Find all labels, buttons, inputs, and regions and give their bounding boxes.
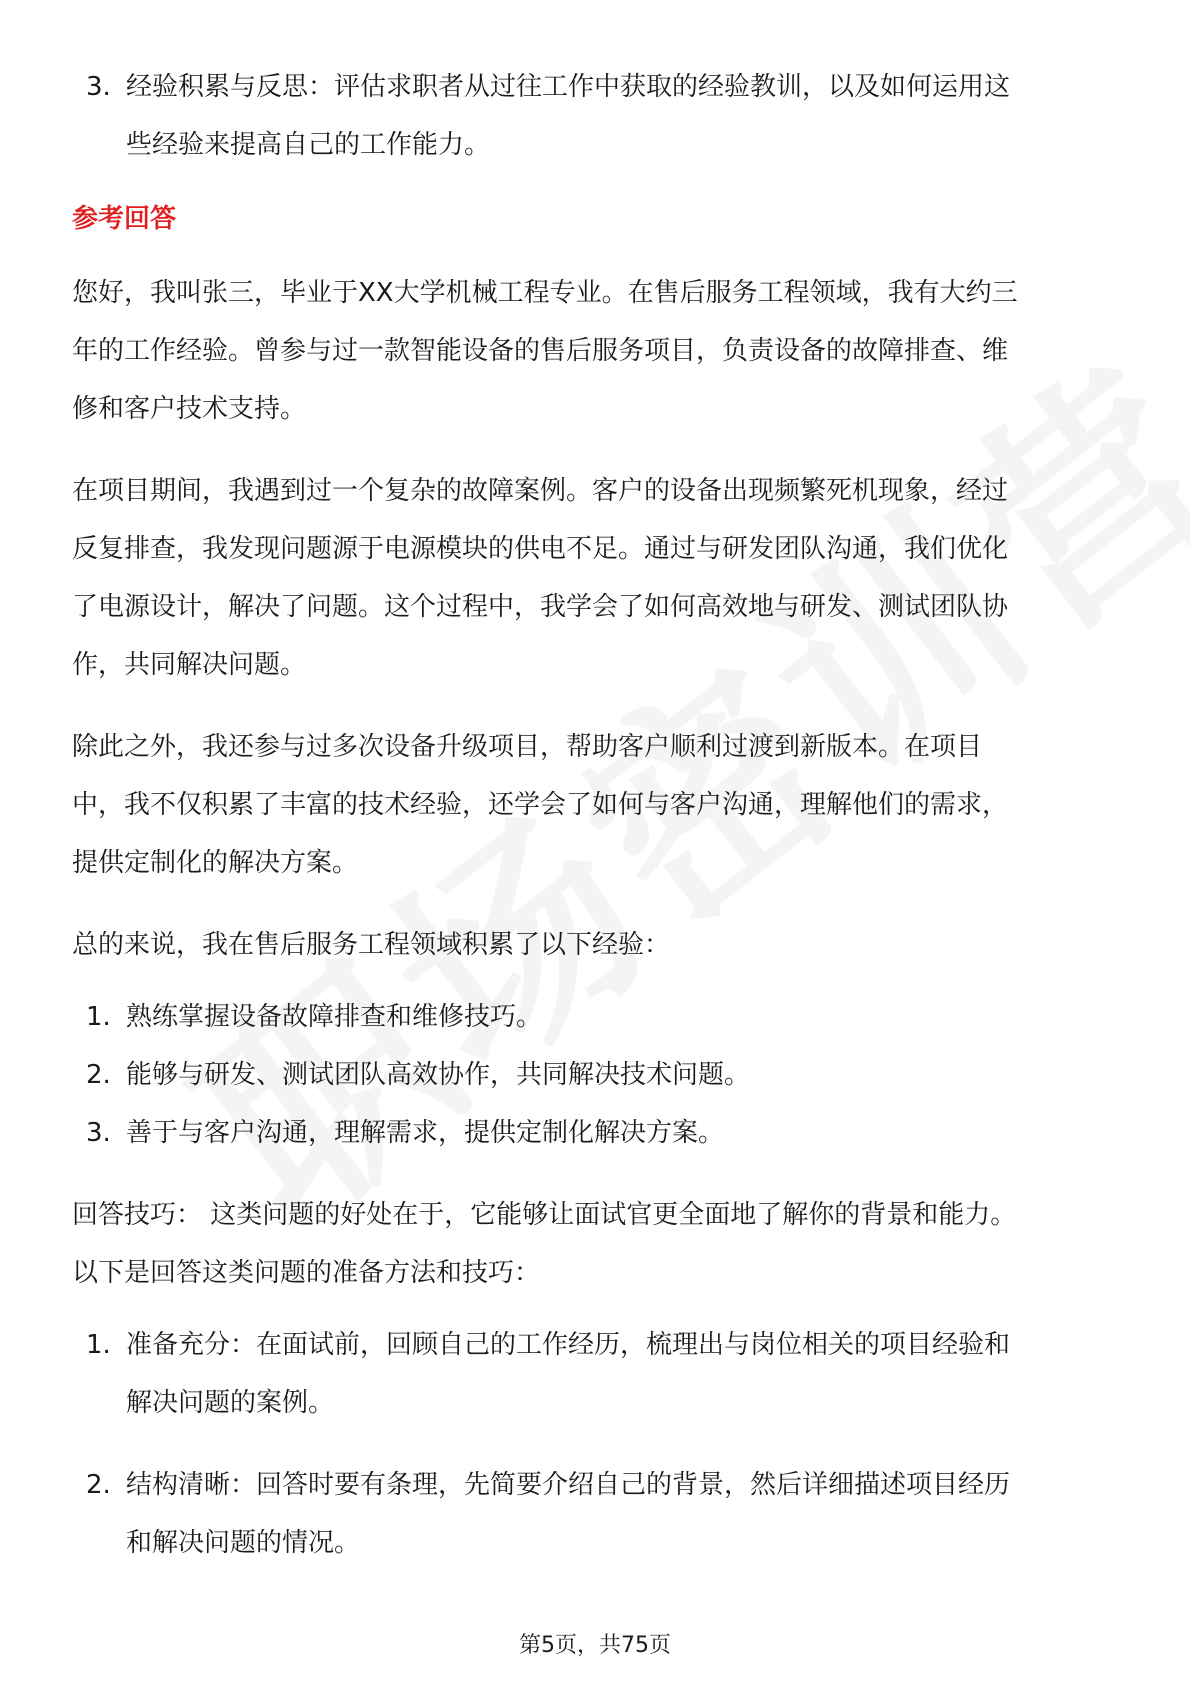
paragraph-line: 作，共同解决问题。	[72, 650, 307, 680]
list-item-text: 善于与客户沟通，理解需求，提供定制化解决方案。	[126, 1118, 725, 1148]
paragraph	[72, 718, 1132, 892]
paragraph-line: 中，我不仅积累了丰富的技术经验，还学会了如何与客户沟通，理解他们的需求，	[72, 790, 1009, 820]
list-item	[72, 1104, 1132, 1162]
list-number: 3.	[86, 1118, 111, 1148]
paragraph-line: 提供定制化的解决方案。	[72, 848, 359, 878]
paragraph-line: 总的来说，我在售后服务工程领域积累了以下经验：	[72, 930, 671, 960]
list-item-text: 结构清晰：回答时要有条理，先简要介绍自己的背景，然后详细描述项目经历	[126, 1470, 1011, 1500]
paragraph-line: 除此之外，我还参与过多次设备升级项目，帮助客户顺利过渡到新版本。在项目	[72, 732, 983, 762]
page-number: 第5页，共75页	[519, 1633, 671, 1658]
paragraph	[72, 264, 1132, 438]
list-item-text: 解决问题的案例。	[126, 1388, 335, 1418]
list-item-text: 准备充分：在面试前，回顾自己的工作经历，梳理出与岗位相关的项目经验和	[126, 1330, 1011, 1360]
list-number: 2.	[86, 1060, 111, 1090]
list-item	[72, 1456, 1132, 1572]
section-heading: 参考回答	[72, 204, 177, 234]
paragraph-line: 年的工作经验。曾参与过一款智能设备的售后服务项目，负责设备的故障排查、维	[72, 336, 1009, 366]
experience-list	[72, 988, 1132, 1162]
list-number: 1.	[86, 1330, 111, 1360]
list-item-text: 能够与研发、测试团队高效协作，共同解决技术问题。	[126, 1060, 751, 1090]
list-item	[72, 1316, 1132, 1432]
list-item-text: 和解决问题的情况。	[126, 1528, 361, 1558]
list-item	[72, 988, 1132, 1046]
paragraph-line: 了电源设计，解决了问题。这个过程中，我学会了如何高效地与研发、测试团队协	[72, 592, 1009, 622]
list-number: 3.	[86, 72, 111, 102]
paragraph	[72, 1186, 1132, 1302]
page-content	[72, 58, 1132, 1572]
list-number: 2.	[86, 1470, 111, 1500]
paragraph	[72, 462, 1132, 694]
list-item-text: 经验积累与反思：评估求职者从过往工作中获取的经验教训，以及如何运用这	[126, 72, 1011, 102]
list-item-text: 熟练掌握设备故障排查和维修技巧。	[126, 1002, 543, 1032]
list-item-text: 些经验来提高自己的工作能力。	[126, 130, 491, 160]
paragraph-line: 以下是回答这类问题的准备方法和技巧：	[72, 1258, 541, 1288]
tips-list	[72, 1316, 1132, 1572]
paragraph-line: 反复排查，我发现问题源于电源模块的供电不足。通过与研发团队沟通，我们优化	[72, 534, 1009, 564]
list-item	[72, 58, 1132, 174]
paragraph	[72, 916, 1132, 974]
list-number: 1.	[86, 1002, 111, 1032]
paragraph-line: 回答技巧： 这类问题的好处在于，它能够让面试官更全面地了解你的背景和能力。	[72, 1200, 1017, 1230]
paragraph-line: 在项目期间，我遇到过一个复杂的故障案例。客户的设备出现频繁死机现象，经过	[72, 476, 1009, 506]
paragraph-line: 修和客户技术支持。	[72, 394, 307, 424]
list-item	[72, 1046, 1132, 1104]
paragraph-line: 您好，我叫张三，毕业于XX大学机械工程专业。在售后服务工程领域，我有大约三	[72, 278, 1018, 308]
